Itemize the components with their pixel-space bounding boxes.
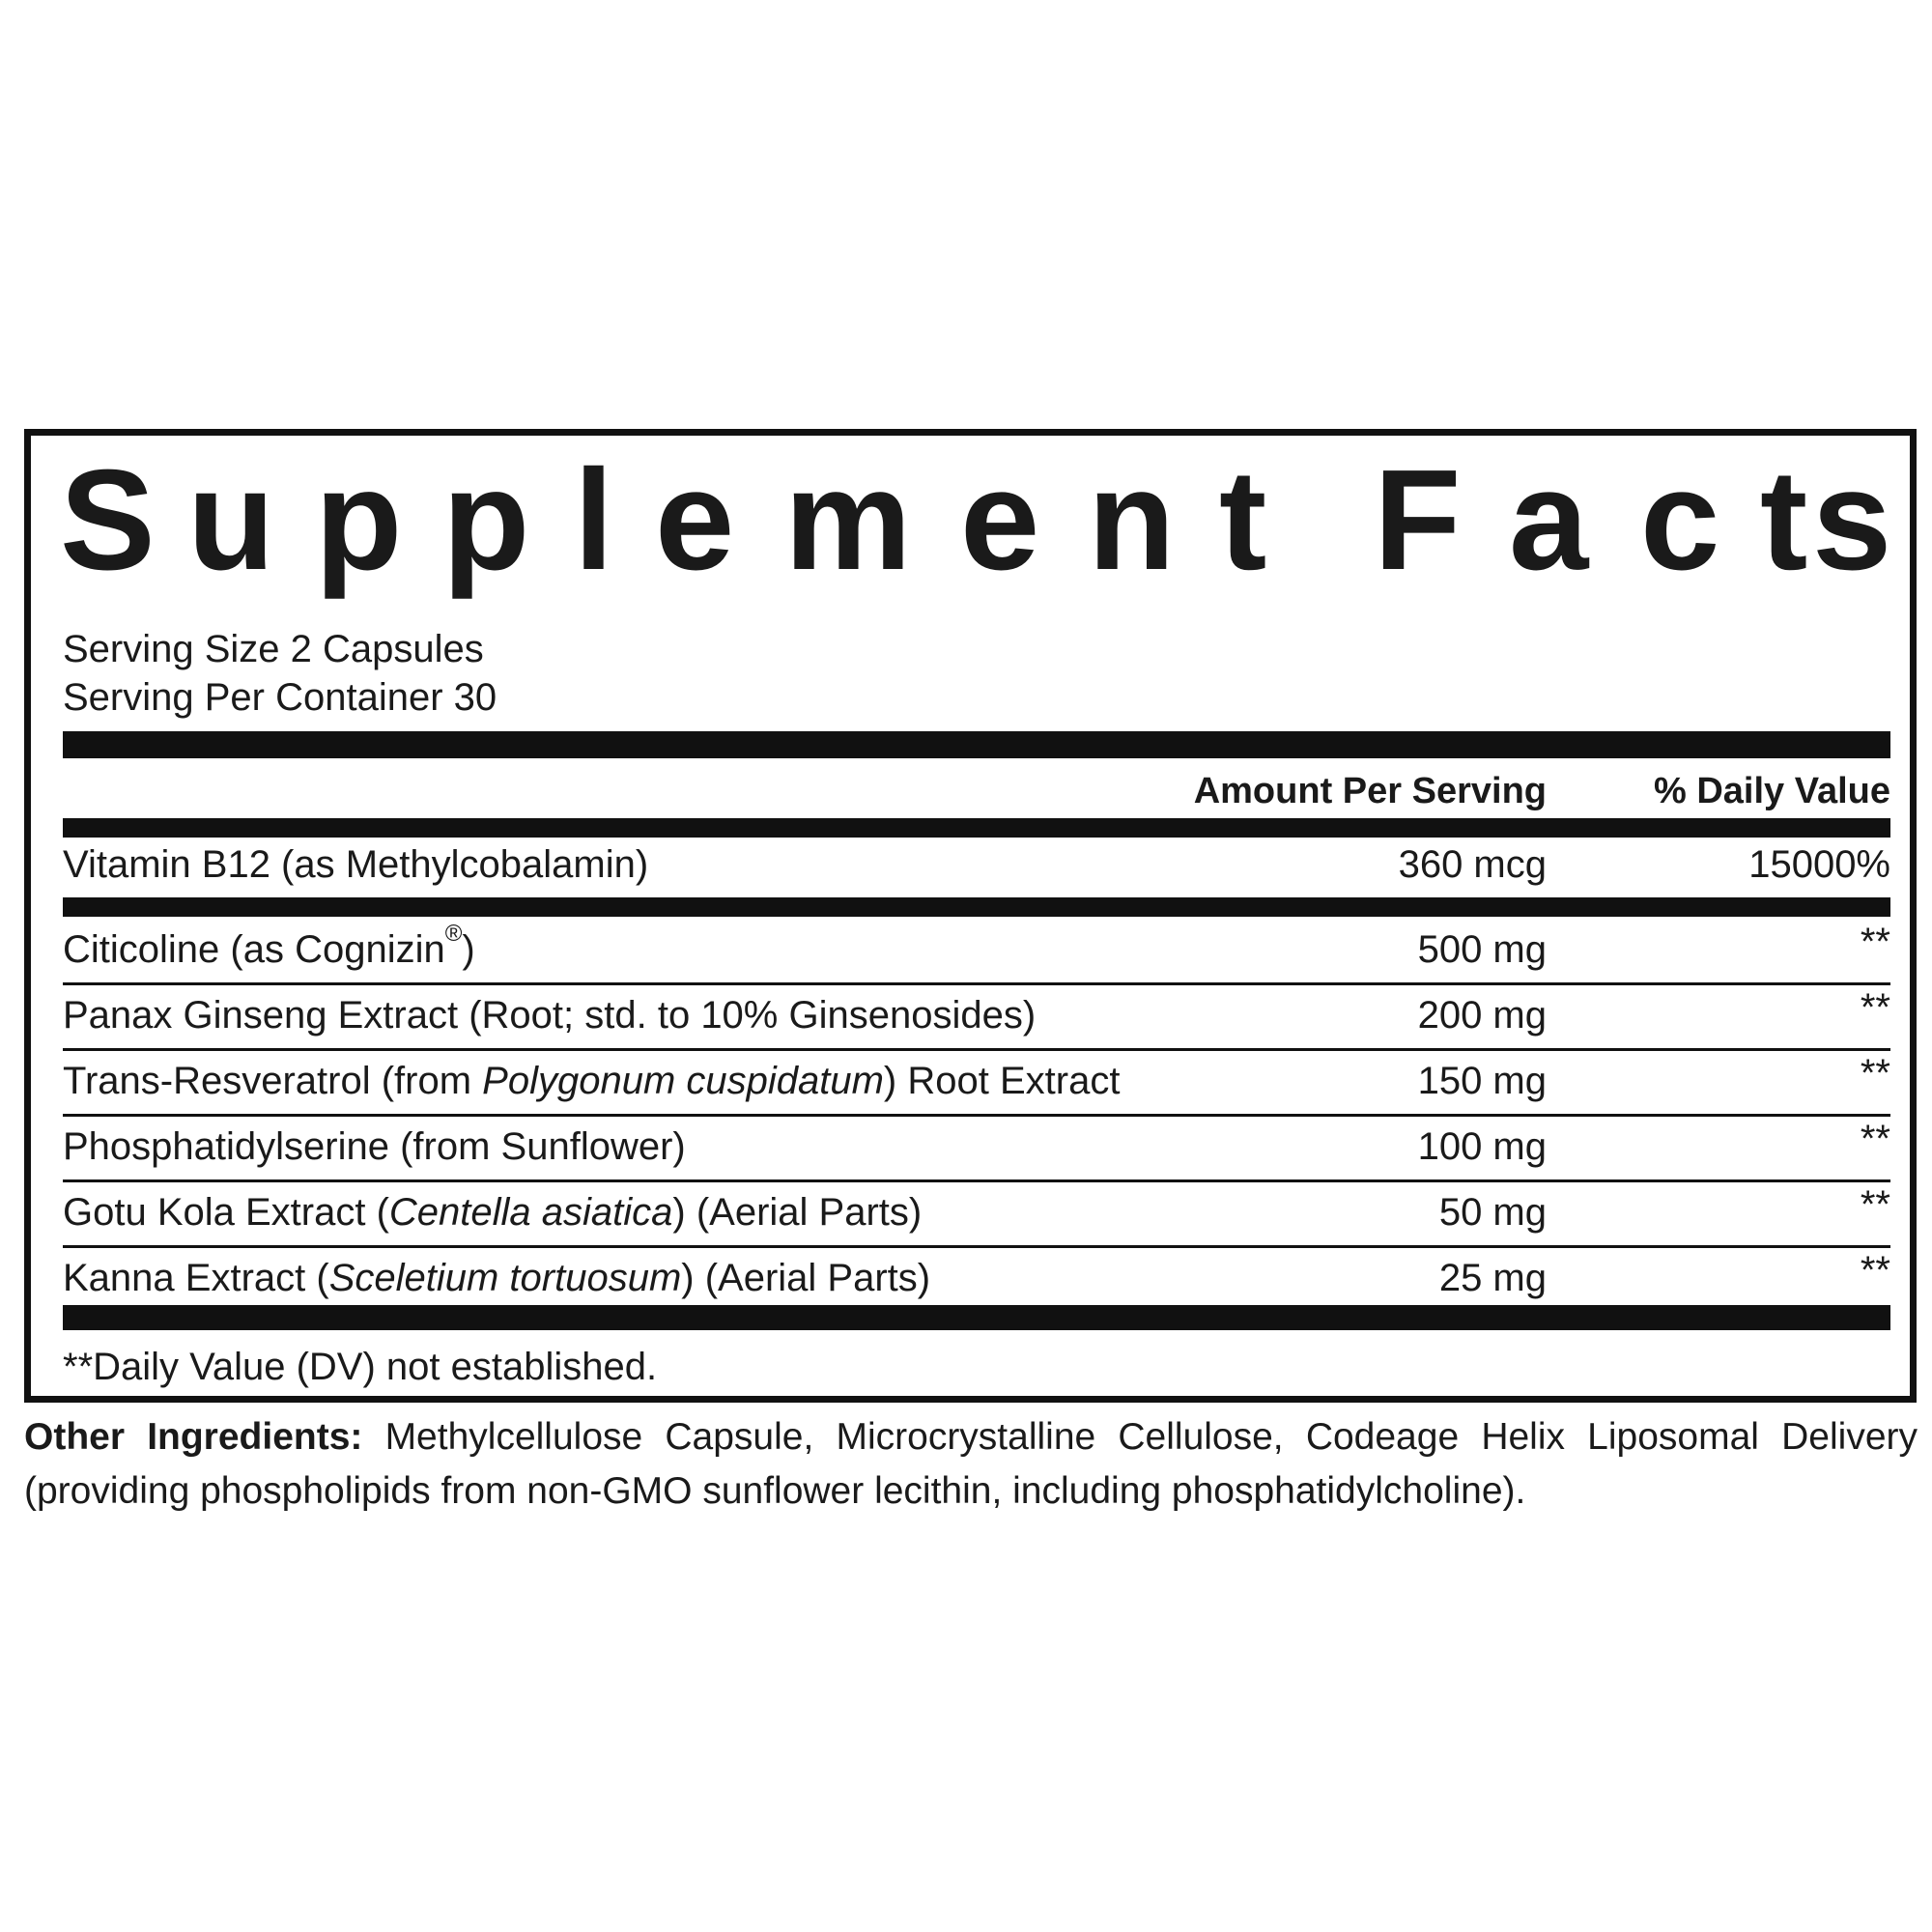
ingredient-daily-value: ** <box>1860 1183 1890 1226</box>
ingredient-name <box>63 1179 922 1245</box>
ingredient-amount: 100 mg <box>1417 1125 1547 1168</box>
title-letter: e <box>655 440 735 600</box>
ingredient-daily-value: ** <box>1860 1118 1890 1160</box>
other-ingredients-label: Other Ingredients: <box>24 1416 363 1458</box>
servings-per-container: Serving Per Container 30 <box>63 676 497 719</box>
thick-divider <box>63 731 1890 758</box>
amount-header: Amount Per Serving <box>1193 771 1547 811</box>
title-letter: p <box>315 440 403 600</box>
ingredient-amount: 150 mg <box>1417 1060 1547 1102</box>
ingredient-daily-value: 15000% <box>1748 843 1890 886</box>
ingredient-amount: 200 mg <box>1417 994 1547 1037</box>
ingredient-daily-value: ** <box>1860 1052 1890 1094</box>
thick-divider <box>63 897 1890 917</box>
daily-value-footnote: **Daily Value (DV) not established. <box>63 1346 658 1388</box>
ingredient-amount: 50 mg <box>1438 1191 1547 1234</box>
ingredient-amount: 500 mg <box>1417 928 1547 971</box>
daily-value-header: % Daily Value <box>1653 771 1890 811</box>
ingredient-daily-value: ** <box>1860 1249 1890 1292</box>
ingredient-daily-value: ** <box>1860 921 1890 963</box>
other-ingredients <box>24 1410 1918 1519</box>
name-part: ) <box>462 928 475 971</box>
table-row <box>63 1048 1890 1114</box>
table-row-vitamin <box>63 832 1890 897</box>
table-row <box>63 1245 1890 1311</box>
name-part: ) (Aerial Parts) <box>681 1257 931 1299</box>
title-letter: u <box>187 440 275 600</box>
ingredient-name: Panax Ginseng Extract (Root; std. to 10% Ginsenosides) <box>63 994 1037 1037</box>
ingredient-name <box>63 917 475 982</box>
supplement-facts-panel <box>24 429 1917 1403</box>
table-header <box>63 764 1890 818</box>
title-letter: l <box>574 440 614 600</box>
title-letter: a <box>1509 440 1589 600</box>
ingredient-amount: 25 mg <box>1438 1257 1547 1299</box>
name-part: Trans-Resveratrol (from <box>63 1060 483 1102</box>
title-letter: p <box>442 440 530 600</box>
botanical-name: Sceletium tortuosum <box>328 1257 682 1299</box>
title-letter: t <box>1760 440 1808 600</box>
serving-size: Serving Size 2 Capsules <box>63 628 484 670</box>
name-part: ) (Aerial Parts) <box>672 1191 923 1234</box>
ingredient-daily-value: ** <box>1860 986 1890 1029</box>
ingredient-name: Phosphatidylserine (from Sunflower) <box>63 1125 686 1168</box>
ingredient-name <box>63 1048 1120 1114</box>
name-part: Gotu Kola Extract ( <box>63 1191 389 1234</box>
table-row <box>63 1179 1890 1245</box>
title-letter: t <box>1219 440 1267 600</box>
botanical-name: Centella asiatica <box>388 1191 673 1234</box>
title-letter: S <box>60 440 156 600</box>
ingredient-name <box>63 1245 930 1311</box>
other-ingredients-text: Methylcellulose Capsule, Microcrystalline Cellulose, Codeage Helix Liposomal Delivery (providing phospholipids from non-GMO sunflower lecithin, including phosphatidylcholine). <box>24 1416 1918 1512</box>
botanical-name: Polygonum cuspidatum <box>482 1060 884 1102</box>
name-part: ) Root Extract <box>883 1060 1121 1102</box>
ingredient-name: Vitamin B12 (as Methylcobalamin) <box>63 843 649 886</box>
table-row <box>63 982 1890 1048</box>
title-letter: c <box>1640 440 1720 600</box>
title-letter: m <box>784 440 912 600</box>
table-row <box>63 1114 1890 1179</box>
ingredient-amount: 360 mcg <box>1398 843 1547 886</box>
registered-mark: ® <box>444 921 463 947</box>
name-part: Citicoline (as Cognizin <box>63 928 445 971</box>
title-letter: s <box>1812 440 1892 600</box>
title-letter: e <box>960 440 1040 600</box>
title-letter: F <box>1374 440 1462 600</box>
name-part: Kanna Extract ( <box>63 1257 329 1299</box>
table-row <box>63 917 1890 982</box>
thick-divider <box>63 1305 1890 1330</box>
title-letter: n <box>1088 440 1176 600</box>
